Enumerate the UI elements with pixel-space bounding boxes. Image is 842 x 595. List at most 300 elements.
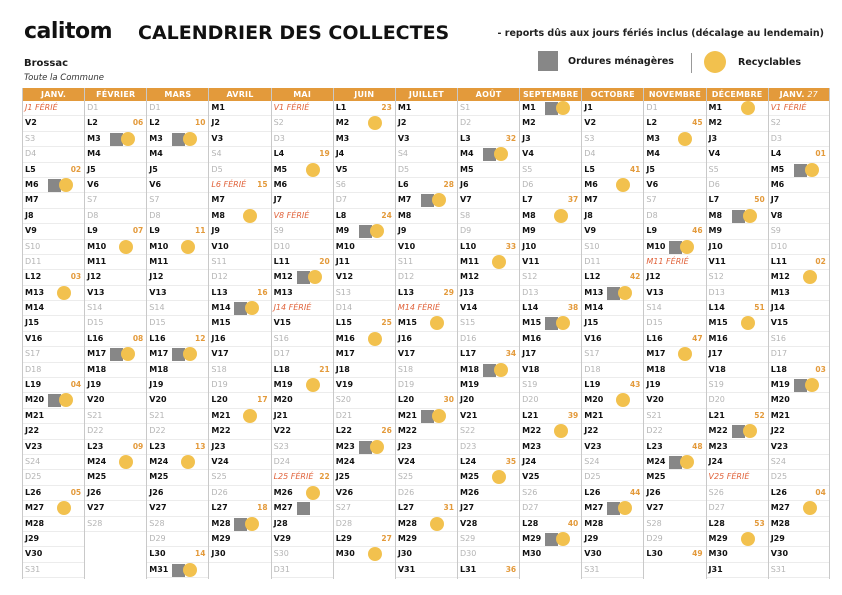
day-cell xyxy=(334,501,395,516)
recyclables-marker-icon xyxy=(121,347,135,361)
day-label: L13 xyxy=(211,287,228,297)
day-label: D3 xyxy=(273,133,285,143)
day-cell xyxy=(396,363,457,378)
day-cell xyxy=(520,517,581,532)
week-number: 29 xyxy=(443,287,454,297)
day-label: M13 xyxy=(25,287,45,297)
day-label: J26 xyxy=(149,487,164,497)
day-label: M28 xyxy=(770,518,790,528)
day-label: M29 xyxy=(708,533,728,543)
day-label: M22 xyxy=(522,426,542,436)
day-cell xyxy=(23,455,84,470)
day-label: M23 xyxy=(335,441,355,451)
day-label: M18 xyxy=(149,364,169,374)
day-cell xyxy=(85,286,146,301)
day-label: V16 xyxy=(584,333,602,343)
day-cell xyxy=(520,532,581,547)
day-cell xyxy=(520,393,581,408)
recyclables-marker-icon xyxy=(432,193,446,207)
day-label: M11 xyxy=(149,256,169,266)
month-column xyxy=(457,88,519,579)
legend-ordures xyxy=(538,51,674,71)
day-cell xyxy=(334,270,395,285)
day-cell xyxy=(147,101,208,116)
day-cell xyxy=(707,193,768,208)
month-column xyxy=(519,88,581,579)
day-label: M10 xyxy=(335,241,355,251)
day-cell xyxy=(272,470,333,485)
month-column xyxy=(208,88,270,579)
day-label: J19 xyxy=(646,380,661,390)
day-label: D27 xyxy=(708,503,725,513)
month-header xyxy=(334,88,395,101)
day-cell xyxy=(209,532,270,547)
day-cell xyxy=(769,178,829,193)
day-cell xyxy=(458,470,519,485)
day-label: V25 xyxy=(522,472,540,482)
day-label: M9 xyxy=(522,226,536,236)
day-label: J9 xyxy=(211,226,220,236)
day-label: J8 xyxy=(584,210,593,220)
day-label: M3 xyxy=(87,133,101,143)
day-cell xyxy=(209,393,270,408)
day-label: V27 xyxy=(149,503,167,513)
day-label: L12 xyxy=(25,272,42,282)
week-number: 11 xyxy=(194,226,206,236)
day-label: M4 xyxy=(646,149,660,159)
day-cell xyxy=(85,424,146,439)
day-label: S28 xyxy=(87,518,103,528)
day-label: J7 xyxy=(770,195,780,205)
day-cell xyxy=(85,147,146,162)
day-label: V21 xyxy=(459,410,478,420)
day-label: M7 xyxy=(211,195,225,205)
day-cell xyxy=(23,116,84,131)
day-cell xyxy=(147,316,208,331)
month-header xyxy=(520,88,581,101)
month-header xyxy=(644,88,705,101)
recyclables-marker-icon xyxy=(370,440,384,454)
day-label: D25 xyxy=(25,472,42,482)
day-label: S9 xyxy=(770,226,781,236)
day-cell xyxy=(23,501,84,516)
day-label: J26 xyxy=(87,487,102,497)
day-label: D26 xyxy=(211,487,228,497)
week-number: 12 xyxy=(194,333,206,343)
day-cell xyxy=(23,224,84,239)
month-column xyxy=(22,88,84,579)
day-label: D23 xyxy=(459,441,477,451)
day-cell xyxy=(23,193,84,208)
day-label: M24 xyxy=(646,456,666,466)
day-cell xyxy=(272,332,333,347)
day-label: S6 xyxy=(335,179,346,189)
recyclables-marker-icon xyxy=(59,393,73,407)
day-label: V9 xyxy=(584,226,597,236)
day-label: D5 xyxy=(211,164,223,174)
day-label: J11 xyxy=(335,256,350,266)
month-name: AVRIL xyxy=(226,90,254,99)
recyclables-marker-icon xyxy=(741,101,755,115)
day-label: V3 xyxy=(211,133,224,143)
day-label: D7 xyxy=(335,195,347,205)
day-label: S27 xyxy=(335,503,351,513)
day-cell xyxy=(582,224,643,239)
day-label: M30 xyxy=(335,549,355,559)
day-cell xyxy=(272,532,333,547)
day-cell xyxy=(85,440,146,455)
day-label: M3 xyxy=(335,133,350,143)
recyclables-marker-icon xyxy=(554,424,568,438)
day-label: J14 FÉRIÉ xyxy=(273,303,312,313)
day-cell xyxy=(209,440,270,455)
page-title: CALENDRIER DES COLLECTES xyxy=(138,22,450,44)
day-label: M17 xyxy=(335,349,355,359)
day-cell xyxy=(272,378,333,393)
day-cell xyxy=(85,240,146,255)
day-label: M2 xyxy=(522,118,536,128)
day-cell xyxy=(85,116,146,131)
recyclables-marker-icon xyxy=(556,101,570,115)
day-label: M28 xyxy=(25,518,45,528)
day-cell xyxy=(582,501,643,516)
day-label: L27 xyxy=(211,503,228,513)
day-cell xyxy=(23,178,84,193)
day-label: J30 xyxy=(211,549,226,559)
day-label: M11 FÉRIÉ xyxy=(646,256,689,266)
day-label: L7 xyxy=(522,195,533,205)
day-cell xyxy=(707,332,768,347)
day-cell xyxy=(520,347,581,362)
month-name: OCTOBRE xyxy=(590,90,635,99)
day-cell xyxy=(582,547,643,562)
day-label: L31 xyxy=(459,564,477,574)
day-label: S26 xyxy=(522,487,538,497)
day-cell xyxy=(209,501,270,516)
day-label: D11 xyxy=(584,256,601,266)
recyclables-marker-icon xyxy=(680,455,694,469)
day-cell xyxy=(644,163,705,178)
day-label: D22 xyxy=(87,426,104,436)
week-number: 24 xyxy=(381,210,392,220)
week-number: 20 xyxy=(319,256,330,266)
day-cell xyxy=(769,270,829,285)
recyclables-marker-icon xyxy=(368,116,382,130)
day-cell xyxy=(334,193,395,208)
day-cell xyxy=(707,486,768,501)
day-cell xyxy=(396,132,457,147)
day-cell xyxy=(520,132,581,147)
week-number: 49 xyxy=(692,549,703,559)
day-label: M19 xyxy=(459,380,480,390)
week-number: 10 xyxy=(194,118,206,128)
day-cell xyxy=(582,440,643,455)
day-label: L9 xyxy=(646,226,658,236)
day-cell xyxy=(147,455,208,470)
day-label: D31 xyxy=(273,564,290,574)
day-cell xyxy=(458,147,519,162)
recyclables-marker-icon xyxy=(430,316,444,330)
week-number: 05 xyxy=(70,487,82,497)
day-label: M15 xyxy=(211,318,231,328)
day-cell xyxy=(458,547,519,562)
day-cell xyxy=(272,501,333,516)
day-label: M24 xyxy=(335,456,355,466)
day-label: S26 xyxy=(708,487,724,497)
day-label: J19 xyxy=(149,380,164,390)
day-cell xyxy=(85,224,146,239)
day-label: M2 xyxy=(708,118,723,128)
day-cell xyxy=(582,255,643,270)
day-label: M16 xyxy=(708,333,728,343)
day-label: V23 xyxy=(25,441,43,451)
day-cell xyxy=(147,547,208,562)
day-label: S15 xyxy=(459,318,476,328)
day-cell xyxy=(582,178,643,193)
day-cell xyxy=(520,440,581,455)
day-cell xyxy=(769,455,829,470)
day-cell xyxy=(707,517,768,532)
legend-recyclables-label: Recyclables xyxy=(738,56,802,68)
recyclables-marker-icon xyxy=(430,517,444,531)
day-label: V4 xyxy=(522,149,534,159)
day-cell xyxy=(396,255,457,270)
day-label: M25 xyxy=(87,472,107,482)
day-cell xyxy=(644,363,705,378)
day-label: M5 xyxy=(273,164,288,174)
day-cell xyxy=(707,393,768,408)
day-label: M3 xyxy=(646,133,660,143)
day-label: M30 xyxy=(522,549,542,559)
day-label: D28 xyxy=(335,518,353,528)
day-cell xyxy=(707,147,768,162)
day-label: M18 xyxy=(459,364,480,374)
recyclables-marker-icon xyxy=(618,286,632,300)
day-label: S2 xyxy=(273,118,284,128)
day-cell xyxy=(334,316,395,331)
day-cell xyxy=(520,470,581,485)
day-label: D26 xyxy=(397,487,415,497)
day-cell xyxy=(769,224,829,239)
day-cell xyxy=(520,101,581,116)
day-cell xyxy=(769,532,829,547)
day-cell xyxy=(23,547,84,562)
recyclables-marker-icon xyxy=(680,240,694,254)
day-label: M21 xyxy=(397,410,417,420)
day-cell xyxy=(147,270,208,285)
day-label: V11 xyxy=(708,256,726,266)
day-cell xyxy=(23,209,84,224)
day-label: S28 xyxy=(646,518,662,528)
day-label: J14 xyxy=(770,303,785,313)
day-cell xyxy=(334,378,395,393)
day-label: S5 xyxy=(708,164,719,174)
day-label: D22 xyxy=(646,426,663,436)
recyclables-marker-icon xyxy=(743,424,757,438)
day-label: V19 xyxy=(335,380,354,390)
day-cell xyxy=(458,255,519,270)
day-label: L16 xyxy=(149,333,166,343)
day-label: M1 xyxy=(708,103,723,112)
day-cell xyxy=(582,563,643,578)
day-cell xyxy=(272,563,333,578)
day-label: L23 xyxy=(87,441,104,451)
day-cell xyxy=(334,455,395,470)
day-label: M1 xyxy=(397,103,412,112)
day-label: D1 xyxy=(149,103,161,112)
day-cell xyxy=(334,147,395,162)
month-header xyxy=(272,88,333,101)
day-cell xyxy=(707,316,768,331)
day-cell xyxy=(644,532,705,547)
day-label: S18 xyxy=(397,364,414,374)
week-number: 40 xyxy=(567,518,579,528)
day-label: S21 xyxy=(149,410,165,420)
day-cell xyxy=(334,440,395,455)
day-cell xyxy=(644,301,705,316)
day-cell xyxy=(707,532,768,547)
day-label: L16 xyxy=(646,333,663,343)
day-label: M6 xyxy=(770,179,785,189)
recyclables-marker-icon xyxy=(57,286,71,300)
day-cell xyxy=(582,532,643,547)
day-cell xyxy=(396,286,457,301)
month-name: MAI xyxy=(293,90,311,99)
day-cell xyxy=(209,332,270,347)
day-cell xyxy=(769,286,829,301)
week-number: 52 xyxy=(754,410,765,420)
day-cell xyxy=(23,240,84,255)
day-label: M1 xyxy=(211,103,225,112)
recyclables-marker-icon xyxy=(243,409,257,423)
day-cell xyxy=(582,240,643,255)
day-cell xyxy=(458,224,519,239)
day-label: L25 FÉRIÉ xyxy=(273,472,314,482)
day-label: S25 xyxy=(211,472,227,482)
recyclables-marker-icon xyxy=(306,486,320,500)
day-label: V11 xyxy=(522,256,540,266)
day-label: J15 xyxy=(25,318,40,328)
day-label: L24 xyxy=(459,456,477,466)
day-cell xyxy=(582,116,643,131)
day-label: L11 xyxy=(273,256,290,266)
day-cell xyxy=(644,409,705,424)
day-cell xyxy=(272,286,333,301)
month-name: DÉCEMBRE xyxy=(711,90,763,99)
day-cell xyxy=(520,240,581,255)
recyclables-marker-icon xyxy=(805,163,819,177)
recyclables-marker-icon xyxy=(494,363,508,377)
day-label: J31 xyxy=(708,564,723,574)
month-year: 27 xyxy=(804,90,818,99)
day-cell xyxy=(769,163,829,178)
day-label: J3 xyxy=(708,133,718,143)
recyclables-marker-icon xyxy=(616,393,630,407)
day-label: V8 xyxy=(770,210,783,220)
day-label: V5 xyxy=(335,164,348,174)
day-cell xyxy=(334,363,395,378)
recyclables-marker-icon xyxy=(59,178,73,192)
day-label: D12 xyxy=(397,272,415,282)
week-number: 22 xyxy=(319,472,330,482)
week-number: 06 xyxy=(132,118,144,128)
day-cell xyxy=(458,501,519,516)
day-cell xyxy=(272,316,333,331)
day-label: V20 xyxy=(646,395,664,405)
day-label: V14 xyxy=(459,303,478,313)
day-cell xyxy=(644,178,705,193)
week-number: 33 xyxy=(505,241,517,251)
month-name: JUILLET xyxy=(408,90,444,99)
day-cell xyxy=(85,316,146,331)
month-column xyxy=(643,88,705,579)
recyclables-marker-icon xyxy=(57,501,71,515)
week-number: 08 xyxy=(132,333,144,343)
day-cell xyxy=(644,501,705,516)
day-label: D30 xyxy=(459,549,477,559)
day-label: J30 xyxy=(397,549,412,559)
day-label: S30 xyxy=(273,549,289,559)
day-label: L18 xyxy=(770,364,787,374)
day-label: S14 xyxy=(149,303,165,313)
day-label: S5 xyxy=(522,164,533,174)
day-label: S28 xyxy=(149,518,165,528)
day-cell xyxy=(396,393,457,408)
week-number: 51 xyxy=(754,303,765,313)
day-label: M27 xyxy=(273,503,293,513)
day-cell xyxy=(644,132,705,147)
day-cell xyxy=(458,363,519,378)
recyclables-marker-icon xyxy=(183,563,197,577)
day-cell xyxy=(458,332,519,347)
day-cell xyxy=(582,409,643,424)
day-label: S12 xyxy=(522,272,538,282)
day-cell xyxy=(520,486,581,501)
day-label: V10 xyxy=(211,241,229,251)
legend-divider xyxy=(691,53,692,73)
day-label: M24 xyxy=(87,456,107,466)
week-number: 25 xyxy=(381,318,392,328)
day-cell xyxy=(334,486,395,501)
day-label: M13 xyxy=(770,287,790,297)
day-cell xyxy=(85,517,146,532)
day-cell xyxy=(147,286,208,301)
day-cell xyxy=(272,347,333,362)
month-header xyxy=(147,88,208,101)
day-label: M7 xyxy=(25,195,39,205)
day-label: S4 xyxy=(211,149,222,159)
day-label: J19 xyxy=(87,380,102,390)
day-cell xyxy=(582,517,643,532)
day-label: L6 FÉRIÉ xyxy=(211,179,247,189)
day-label: S24 xyxy=(770,456,786,466)
day-label: J16 xyxy=(397,333,412,343)
day-label: M27 xyxy=(584,503,604,513)
day-cell xyxy=(209,255,270,270)
week-number: 07 xyxy=(132,226,144,236)
week-number: 13 xyxy=(194,441,206,451)
day-label: S31 xyxy=(25,564,41,574)
day-label: M9 xyxy=(335,226,350,236)
day-label: M31 xyxy=(149,564,169,574)
day-label: L23 xyxy=(646,441,663,451)
week-number: 32 xyxy=(505,133,517,143)
day-label: V18 xyxy=(522,364,540,374)
day-label: S18 xyxy=(211,364,227,374)
day-cell xyxy=(396,532,457,547)
day-cell xyxy=(644,470,705,485)
day-cell xyxy=(209,240,270,255)
